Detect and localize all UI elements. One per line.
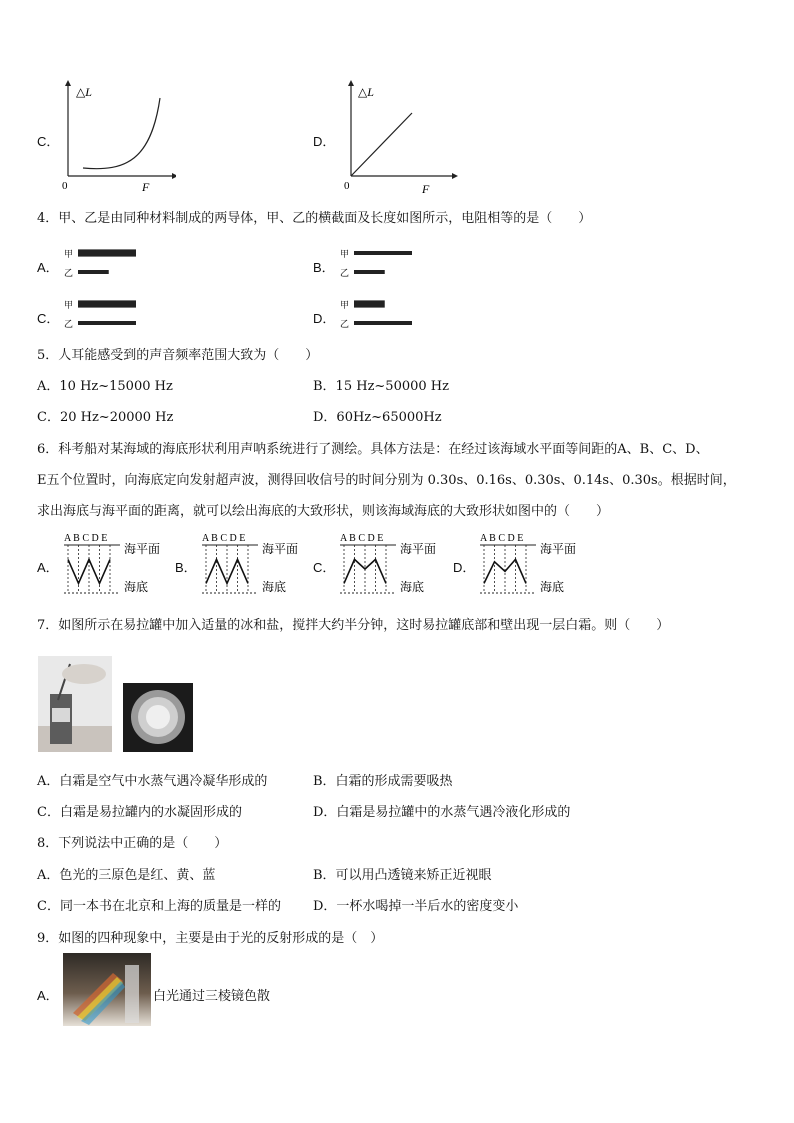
q6-stem-line3: 求出海底与海平面的距离，就可以绘出海底的大致形状，则该海域海底的大致形状如图中的（ ） [37,504,610,519]
q4-option-a-conductors [64,245,154,283]
q8-option-a[interactable]: A．色光的三原色是红、黄、蓝 [37,868,216,883]
q8-option-b[interactable]: B．可以用凸透镜来矫正近视眼 [313,868,492,883]
q9-stem: 9．如图的四种现象中，主要是由于光的反射形成的是（ ） [37,931,384,946]
q4-option-a-label[interactable]: A． [37,260,59,275]
q7-option-c[interactable]: C．白霜是易拉罐内的水凝固形成的 [37,805,242,820]
q4-yi-conductor [78,321,136,325]
q6-sea-level-label: 海平面 [540,542,577,556]
q6-option-b-label[interactable]: B． [175,560,197,575]
q7-stem: 7．如图所示在易拉罐中加入适量的冰和盐，搅拌大约半分钟，这时易拉罐底部和壁出现一层白霜。则（ ） [37,618,670,633]
q4-option-b-label[interactable]: B． [313,260,335,275]
q4-option-c-conductors [64,296,154,334]
q3-c-xaxis: F [142,180,150,194]
q5-option-c[interactable]: C．20 Hz~20000 Hz [37,410,174,425]
q4-option-c-label[interactable]: C． [37,311,60,326]
q5-option-d[interactable]: D．60Hz~65000Hz [313,410,442,425]
prism-dispersion-photo [63,953,151,1026]
q3-option-c-label[interactable]: C． [37,134,60,149]
q9-option-a-label[interactable]: A． [37,988,59,1003]
q3-d-xaxis: F [422,182,430,195]
q3-graph-c [56,80,176,195]
q6-sea-floor-label: 海底 [262,580,287,594]
q4-yi-conductor [354,321,412,325]
q6-sea-level-label: 海平面 [262,542,299,556]
can-stirring-photo [38,656,112,752]
q9-option-a-caption: 白光通过三棱镜色散 [153,989,271,1004]
q7-option-a[interactable]: A．白霜是空气中水蒸气遇冷凝华形成的 [37,774,268,789]
q5-option-b[interactable]: B．15 Hz~50000 Hz [313,379,449,394]
q4-yi-conductor [78,270,109,274]
q4-jia-label: 甲 [340,300,350,310]
q6-sea-level-label: 海平面 [124,542,161,556]
q4-yi-label: 乙 [64,319,74,329]
q6-option-b-diagram [200,531,312,603]
q4-stem: 4．甲、乙是由同种材料制成的两导体，甲、乙的横截面及长度如图所示，电阻相等的是（ ） [37,211,592,226]
q4-jia-label: 甲 [64,249,74,259]
q6-sea-floor-label: 海底 [400,580,425,594]
q4-yi-label: 乙 [340,319,350,329]
q6-option-c-diagram [338,531,450,603]
q8-option-c[interactable]: C．同一本书在北京和上海的质量是一样的 [37,899,281,914]
q4-option-b-conductors [340,245,430,283]
q8-stem: 8．下列说法中正确的是（ ） [37,836,228,851]
q6-option-a-diagram [62,531,174,603]
q5-stem: 5．人耳能感受到的声音频率范围大致为（ ） [37,348,319,363]
q8-option-d[interactable]: D．一杯水喝掉一半后水的密度变小 [313,899,519,914]
q6-option-d-label[interactable]: D． [453,560,476,575]
q3-option-d-label[interactable]: D． [313,134,336,149]
q4-jia-label: 甲 [340,249,350,259]
q6-option-a-label[interactable]: A． [37,560,59,575]
q4-jia-conductor [78,300,136,307]
q6-stem-line2: E五个位置时，向海底定向发射超声波，测得回收信号的时间分别为 0.30s、0.16s、0.30s、0.14s、0.30s。根据时间， [37,473,736,488]
q4-yi-label: 乙 [340,268,350,278]
q7-option-d[interactable]: D．白霜是易拉罐中的水蒸气遇冷液化形成的 [313,805,571,820]
q3-d-origin: 0 [344,180,350,192]
q3-graph-d [340,80,460,195]
q6-point-labels: A B C D E [480,533,524,544]
q6-point-labels: A B C D E [340,533,384,544]
q4-jia-conductor [354,300,385,307]
q6-sea-floor-label: 海底 [124,580,149,594]
q6-sea-floor-label: 海底 [540,580,565,594]
q4-option-d-conductors [340,296,430,334]
q6-point-labels: A B C D E [202,533,246,544]
q6-sea-level-label: 海平面 [400,542,437,556]
q4-option-d-label[interactable]: D． [313,311,336,326]
q4-yi-label: 乙 [64,268,74,278]
q6-stem-line1: 6．科考船对某海域的海底形状利用声呐系统进行了测绘。具体方法是：在经过该海域水平面等间距的A、B、C、D、 [37,442,709,457]
q3-d-yaxis: △L [358,85,374,99]
q3-c-yaxis: △L [76,85,92,99]
q5-option-a[interactable]: A．10 Hz~15000 Hz [37,379,173,394]
q4-jia-conductor [78,249,136,256]
q6-option-d-diagram [478,531,590,603]
q6-point-labels: A B C D E [64,533,108,544]
q3-c-origin: 0 [62,180,68,192]
q6-option-c-label[interactable]: C． [313,560,336,575]
q7-option-b[interactable]: B．白霜的形成需要吸热 [313,774,453,789]
q4-jia-conductor [354,251,412,255]
q4-jia-label: 甲 [64,300,74,310]
q4-yi-conductor [354,270,385,274]
frost-can-bottom-photo [123,683,193,752]
